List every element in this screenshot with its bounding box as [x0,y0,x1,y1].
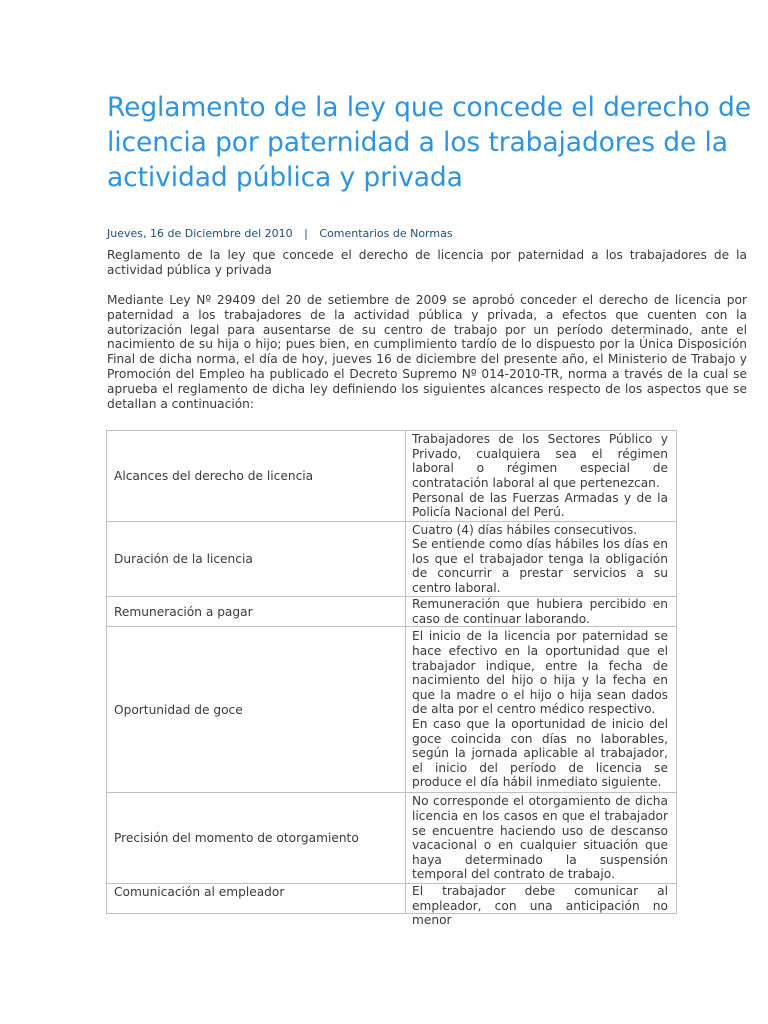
article-category-link[interactable]: Comentarios de Normas [319,227,453,240]
row-description: No corresponde el otorgamiento de dicha licencia en los casos en que el trabajador se encuentre haciendo uso de descanso vacacional o en cualquier situación que haya determinado la suspensión temporal del contrato de trabajo. [406,793,677,884]
table-row [107,522,677,597]
article-date: Jueves, 16 de Diciembre del 2010 [107,227,293,240]
license-details-table [106,430,677,928]
table-row [107,597,677,627]
table-row [107,793,677,884]
row-description: El inicio de la licencia por paternidad se hace efectivo en la oportunidad que el trabajador indique, entre la fecha de nacimiento del hijo o hija y la fecha en que la madre o el hijo o hija sean dados de alta por el centro médico respectivo. En caso que la oportunidad de inicio del goce coincida con días no laborables, según la jornada aplicable al trabajador, el inicio del período de licencia se produce el día hábil inmediato siguiente. [406,627,677,793]
row-description [406,884,677,928]
intro-paragraph: Reglamento de la ley que concede el derecho de licencia por paternidad a los trabajadores de la actividad pública y privada [107,248,747,277]
meta-separator: | [304,227,308,240]
row-description: Cuatro (4) días hábiles consecutivos. Se entiende como días hábiles los días en los que el trabajador tenga la obligación de concurrir a prestar servicios a su centro laboral. [406,522,677,597]
table-row [107,627,677,793]
row-label: Comunicación al empleador [107,884,406,914]
body-paragraph: Mediante Ley Nº 29409 del 20 de setiembre de 2009 se aprobó conceder el derecho de licencia por paternidad a los trabajadores de la actividad pública y privada, a efectos que cuenten con la autorización legal para ausentarse de su centro de trabajo por un período determinado, ante el nacimiento de su hija o hijo; pues bien, en cumplimiento tardío de lo dispuesto por la Única Disposición Final de dicha norma, el día de hoy, jueves 16 de diciembre del presente año, el Ministerio de Trabajo y Promoción del Empleo ha publicado el Decreto Supremo Nº 014-2010-TR, norma a través de la cual se aprueba el reglamento de dicha ley definiendo los siguientes alcances respecto de los aspectos que se detallan a continuación: [107,293,747,411]
article-title: Reglamento de la ley que concede el derecho de licencia por paternidad a los trabajadores de la actividad pública y privada [107,92,751,193]
row-label: Duración de la licencia [107,522,406,597]
row-label: Remuneración a pagar [107,597,406,627]
row-description: Remuneración que hubiera percibido en caso de continuar laborando. [406,597,677,627]
row-label: Alcances del derecho de licencia [107,431,406,522]
table-row [107,431,677,522]
row-label: Precisión del momento de otorgamiento [107,793,406,884]
row-description: Trabajadores de los Sectores Público y Privado, cualquiera sea el régimen laboral o régimen especial de contratación laboral al que pertenezcan. Personal de las Fuerzas Armadas y de la Policía Nacional del Perú. [406,431,677,522]
truncated-cell-text: El trabajador debe comunicar al empleador, con una anticipación no menor [412,884,668,928]
table-row [107,884,677,914]
row-label: Oportunidad de goce [107,627,406,793]
article-meta [107,226,453,241]
